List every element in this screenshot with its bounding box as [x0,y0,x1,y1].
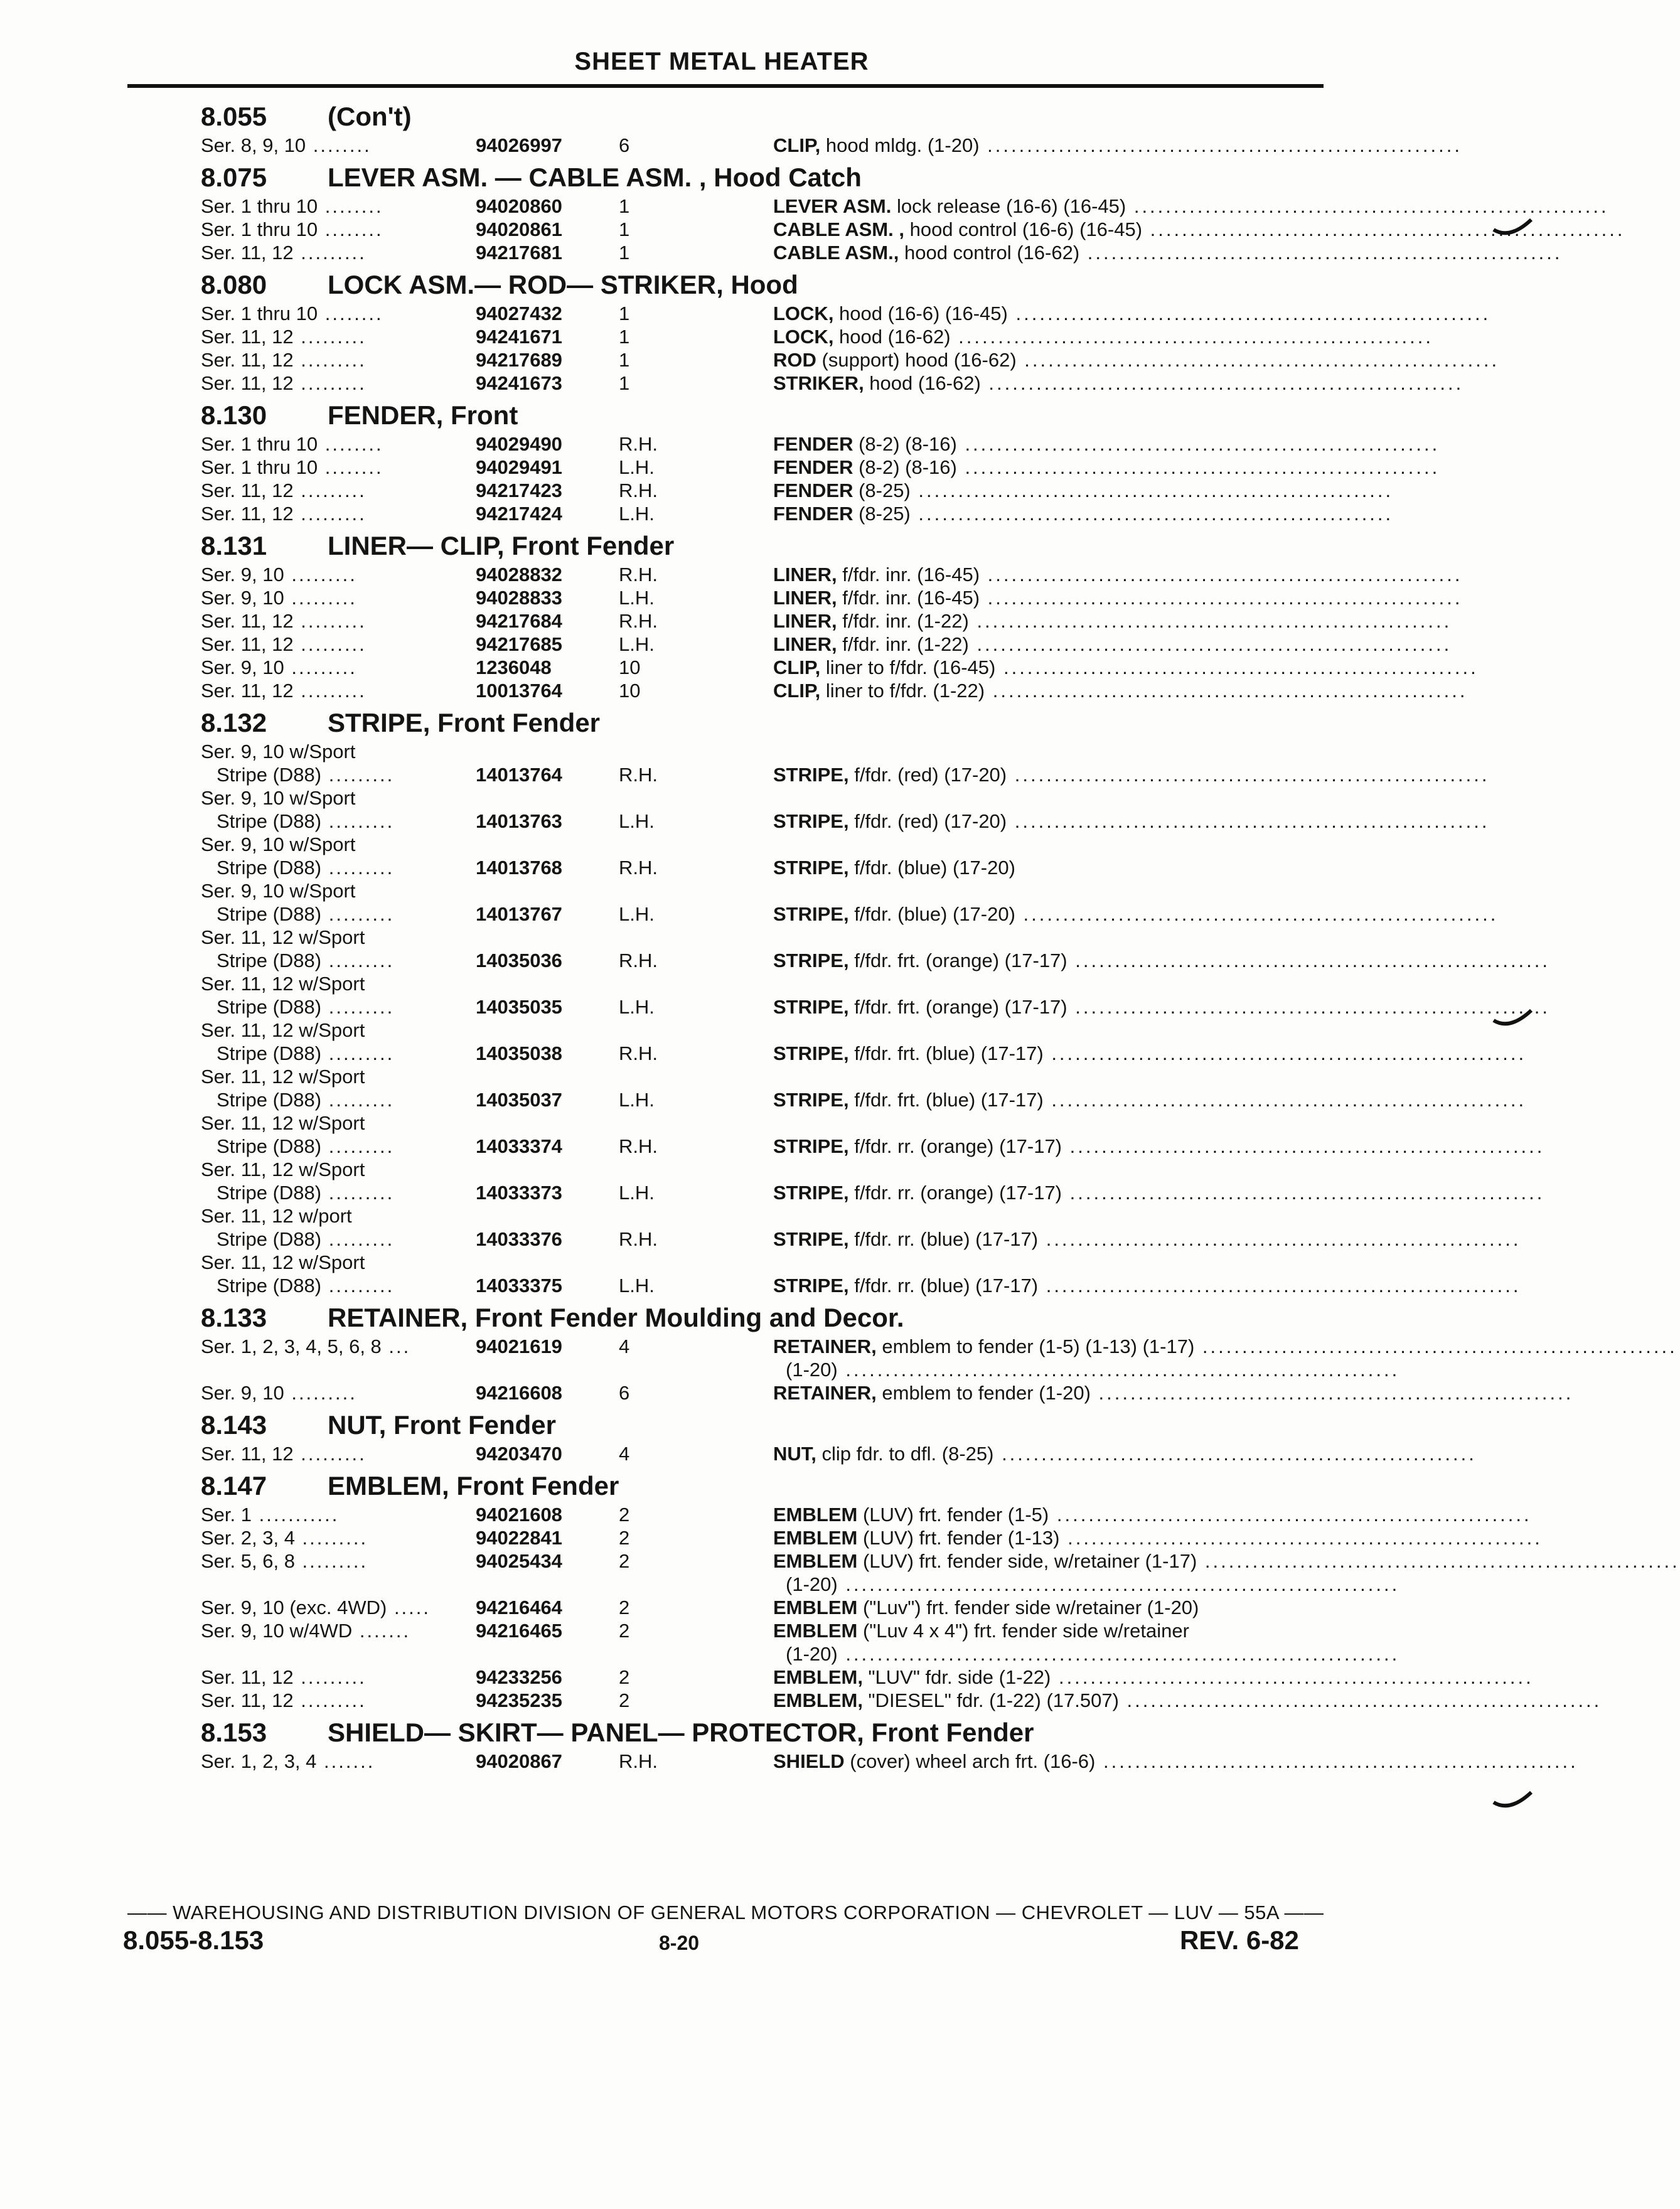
series-label: Stripe (D88) ......... [217,949,395,971]
part-number: 14035038 [476,1042,562,1064]
part-description: EMBLEM, "DIESEL" fdr. (1-22) (17.507) ............................................................ [773,1689,1602,1711]
part-number: 14033375 [476,1275,562,1297]
section-number: 8.143 [201,1410,267,1440]
section-number: 8.147 [201,1471,267,1500]
quantity: R.H. [619,1228,658,1250]
section-title: SHIELD— SKIRT— PANEL— PROTECTOR, Front Fender [328,1718,1034,1747]
section-number: 8.075 [201,163,267,192]
footer-revision: REV. 6-82 [1180,1925,1299,1955]
part-description: EMBLEM, "LUV" fdr. side (1-22) ............................................................ [773,1666,1534,1688]
quantity: R.H. [619,1750,658,1772]
quantity: 2 [619,1550,630,1572]
quantity: 1 [619,372,630,394]
section-title: LEVER ASM. — CABLE ASM. , Hood Catch [328,163,862,192]
series-label: Ser. 11, 12 ......... [201,1666,366,1688]
part-description: ROD (support) hood (16-62) ............................................................ [773,349,1500,371]
quantity: R.H. [619,433,658,455]
series-label: Ser. 11, 12 ......... [201,610,366,632]
section-title: LOCK ASM.— ROD— STRIKER, Hood [328,270,798,299]
series-label: Ser. 5, 6, 8 ......... [201,1550,368,1572]
part-number: 94020867 [476,1750,562,1772]
part-description: STRIPE, f/fdr. rr. (orange) (17-17) ............................................................ [773,1182,1545,1204]
series-label: Ser. 11, 12 w/Sport [201,1019,365,1041]
part-description: LINER, f/fdr. inr. (16-45) ............................................................ [773,587,1463,609]
part-number: 94028832 [476,564,562,586]
part-description: STRIPE, f/fdr. frt. (orange) (17-17) ............................................................ [773,949,1551,971]
page-title: SHEET METAL HEATER [574,48,869,75]
series-label: Ser. 9, 10 w/Sport [201,833,356,855]
series-label: Ser. 11, 12 w/port [201,1205,352,1227]
part-number: 94217684 [476,610,562,632]
series-label: Stripe (D88) ......... [217,1089,395,1111]
part-description: LEVER ASM. lock release (16-6) (16-45) ............................................................ [773,195,1609,217]
part-number: 94235235 [476,1689,562,1711]
quantity: L.H. [619,1275,655,1297]
quantity: L.H. [619,903,655,925]
series-label: Ser. 11, 12 ......... [201,503,366,525]
series-label: Stripe (D88) ......... [217,903,395,925]
part-description: STRIPE, f/fdr. (blue) (17-20) [773,857,1015,879]
quantity: 10 [619,656,641,678]
section-title: (Con't) [328,102,412,131]
part-description: RETAINER, emblem to fender (1-5) (1-13) (1-17) ............................................................ [773,1335,1677,1357]
quantity: 6 [619,1382,630,1404]
series-label: Ser. 1, 2, 3, 4, 5, 6, 8 ... [201,1335,411,1357]
series-label: Ser. 11, 12 w/Sport [201,973,365,995]
quantity: R.H. [619,564,658,586]
quantity: L.H. [619,633,655,655]
part-description: STRIPE, f/fdr. rr. (blue) (17-17) ............................................................ [773,1228,1521,1250]
part-number: 14013768 [476,857,562,879]
section-number: 8.131 [201,531,267,560]
part-number: 94029491 [476,456,562,478]
quantity: 1 [619,326,630,348]
quantity: 2 [619,1504,630,1526]
footer-page-number: 8-20 [659,1932,700,1954]
series-label: Stripe (D88) ......... [217,1182,395,1204]
footer-range: 8.055-8.153 [123,1925,264,1955]
part-description-continued: (1-20) ...................................................................... [786,1359,1400,1381]
series-label: Ser. 11, 12 ......... [201,372,366,394]
part-description: STRIPE, f/fdr. rr. (blue) (17-17) ............................................................ [773,1275,1521,1297]
series-label: Ser. 11, 12 w/Sport [201,1066,365,1088]
part-description: FENDER (8-2) (8-16) ............................................................ [773,456,1440,478]
part-number: 94020861 [476,218,562,240]
series-label: Ser. 11, 12 ......... [201,1443,366,1465]
part-description: STRIPE, f/fdr. (blue) (17-20) ............................................................ [773,903,1499,925]
quantity: R.H. [619,857,658,879]
quantity: R.H. [619,610,658,632]
series-label: Ser. 1, 2, 3, 4 ....... [201,1750,375,1772]
part-description: FENDER (8-2) (8-16) ............................................................ [773,433,1440,455]
series-label: Ser. 1 thru 10 ........ [201,302,383,324]
part-number: 94216465 [476,1620,562,1642]
part-number: 94022841 [476,1527,562,1549]
series-label: Ser. 1 thru 10 ........ [201,456,383,478]
part-number: 94021608 [476,1504,562,1526]
quantity: R.H. [619,479,658,501]
part-description: STRIPE, f/fdr. rr. (orange) (17-17) ............................................................ [773,1135,1545,1157]
part-description: EMBLEM (LUV) frt. fender side, w/retainer (1-17) ............................................................ [773,1550,1680,1572]
series-label: Stripe (D88) ......... [217,1042,395,1064]
quantity: 1 [619,195,630,217]
part-number: 14035035 [476,996,562,1018]
part-number: 94020860 [476,195,562,217]
section-number: 8.132 [201,708,267,737]
series-label: Stripe (D88) ......... [217,1275,395,1297]
quantity: R.H. [619,1135,658,1157]
series-label: Ser. 1 ........... [201,1504,340,1526]
section-number: 8.130 [201,400,267,430]
part-description: EMBLEM (LUV) frt. fender (1-13) ............................................................ [773,1527,1543,1549]
quantity: L.H. [619,456,655,478]
quantity: 2 [619,1527,630,1549]
series-label: Ser. 9, 10 w/4WD ....... [201,1620,411,1642]
series-label: Ser. 11, 12 w/Sport [201,1112,365,1134]
quantity: L.H. [619,1182,655,1204]
section-number: 8.080 [201,270,267,299]
series-label: Stripe (D88) ......... [217,810,395,832]
quantity: 2 [619,1597,630,1618]
quantity: 4 [619,1443,630,1465]
series-label: Ser. 11, 12 ......... [201,1689,366,1711]
quantity: 1 [619,218,630,240]
series-label: Stripe (D88) ......... [217,764,395,786]
part-number: 94027432 [476,302,562,324]
series-label: Ser. 11, 12 ......... [201,326,366,348]
part-number: 94241673 [476,372,562,394]
part-description: EMBLEM ("Luv 4 x 4") frt. fender side w/retainer [773,1620,1189,1642]
quantity: R.H. [619,764,658,786]
series-label: Ser. 2, 3, 4 ......... [201,1527,368,1549]
part-description: CLIP, hood mldg. (1-20) ............................................................ [773,134,1462,156]
series-label: Ser. 11, 12 ......... [201,633,366,655]
quantity: 2 [619,1666,630,1688]
part-number: 14035037 [476,1089,562,1111]
series-label: Ser. 8, 9, 10 ........ [201,134,372,156]
part-description: LOCK, hood (16-6) (16-45) ............................................................ [773,302,1491,324]
quantity: 1 [619,302,630,324]
part-description-continued: (1-20) ...................................................................... [786,1643,1400,1665]
quantity: R.H. [619,949,658,971]
quantity: L.H. [619,587,655,609]
section-title: FENDER, Front [328,400,518,430]
part-description: STRIPE, f/fdr. frt. (blue) (17-17) ............................................................ [773,1089,1527,1111]
section-number: 8.153 [201,1718,267,1747]
part-description: CLIP, liner to f/fdr. (1-22) ............................................................ [773,680,1468,702]
series-label: Stripe (D88) ......... [217,1135,395,1157]
series-label: Ser. 11, 12 ......... [201,242,366,264]
series-label: Ser. 1 thru 10 ........ [201,433,383,455]
series-label: Ser. 9, 10 ......... [201,587,357,609]
quantity: 2 [619,1620,630,1642]
series-label: Ser. 11, 12 w/Sport [201,1158,365,1180]
part-number: 94203470 [476,1443,562,1465]
part-description: LINER, f/fdr. inr. (16-45) ............................................................ [773,564,1463,586]
part-description: FENDER (8-25) ............................................................ [773,479,1394,501]
part-description: STRIKER, hood (16-62) ............................................................ [773,372,1464,394]
section-number: 8.055 [201,102,267,131]
part-number: 1236048 [476,656,552,678]
section-title: LINER— CLIP, Front Fender [328,531,675,560]
series-label: Ser. 9, 10 (exc. 4WD) ..... [201,1597,431,1618]
part-number: 94025434 [476,1550,562,1572]
quantity: R.H. [619,1042,658,1064]
part-number: 94217681 [476,242,562,264]
quantity: 4 [619,1335,630,1357]
part-number: 94216608 [476,1382,562,1404]
footer-division-line: —— WAREHOUSING AND DISTRIBUTION DIVISION OF GENERAL MOTORS CORPORATION — CHEVROLET — LUV — 55A —— [127,1901,1324,1923]
series-label: Ser. 11, 12 ......... [201,680,366,702]
part-number: 94217685 [476,633,562,655]
series-label: Ser. 1 thru 10 ........ [201,218,383,240]
part-description: EMBLEM ("Luv") frt. fender side w/retainer (1-20) [773,1597,1199,1618]
part-description: EMBLEM (LUV) frt. fender (1-5) ............................................................ [773,1504,1532,1526]
part-number: 14013767 [476,903,562,925]
part-number: 94217689 [476,349,562,371]
checkmark-icon [1491,216,1535,241]
series-label: Ser. 9, 10 w/Sport [201,880,356,902]
quantity: 2 [619,1689,630,1711]
part-description: LINER, f/fdr. inr. (1-22) ............................................................ [773,633,1452,655]
checkmark-icon [1491,1789,1535,1814]
series-label: Stripe (D88) ......... [217,996,395,1018]
section-number: 8.133 [201,1303,267,1332]
part-description: STRIPE, f/fdr. frt. (orange) (17-17) ............................................................ [773,996,1551,1018]
series-label: Stripe (D88) ......... [217,857,395,879]
part-number: 94028833 [476,587,562,609]
part-description: NUT, clip fdr. to dfl. (8-25) ............................................................ [773,1443,1477,1465]
part-description: STRIPE, f/fdr. (red) (17-20) ............................................................ [773,764,1490,786]
quantity: L.H. [619,810,655,832]
series-label: Ser. 9, 10 ......... [201,656,357,678]
header-rule [127,84,1324,88]
part-number: 94233256 [476,1666,562,1688]
part-number: 14033373 [476,1182,562,1204]
series-label: Ser. 11, 12 ......... [201,479,366,501]
quantity: L.H. [619,1089,655,1111]
part-description: SHIELD (cover) wheel arch frt. (16-6) ............................................................ [773,1750,1578,1772]
part-number: 94021619 [476,1335,562,1357]
part-number: 94241671 [476,326,562,348]
series-label: Ser. 9, 10 w/Sport [201,741,356,762]
quantity: L.H. [619,996,655,1018]
series-label: Ser. 11, 12 w/Sport [201,926,365,948]
part-number: 14033376 [476,1228,562,1250]
part-number: 94216464 [476,1597,562,1618]
part-description: LOCK, hood (16-62) ............................................................ [773,326,1433,348]
part-number: 14035036 [476,949,562,971]
section-title: STRIPE, Front Fender [328,708,601,737]
part-description: CABLE ASM. , hood control (16-6) (16-45) ............................................................ [773,218,1625,240]
part-number: 10013764 [476,680,562,702]
part-description-continued: (1-20) ...................................................................... [786,1573,1400,1595]
quantity: 10 [619,680,641,702]
part-number: 14013764 [476,764,562,786]
quantity: 6 [619,134,630,156]
series-label: Ser. 11, 12 w/Sport [201,1251,365,1273]
series-label: Ser. 9, 10 ......... [201,1382,357,1404]
series-label: Ser. 9, 10 ......... [201,564,357,586]
quantity: 1 [619,349,630,371]
part-description: FENDER (8-25) ............................................................ [773,503,1394,525]
quantity: L.H. [619,503,655,525]
series-label: Stripe (D88) ......... [217,1228,395,1250]
section-title: RETAINER, Front Fender Moulding and Decor. [328,1303,904,1332]
part-number: 94026997 [476,134,562,156]
part-description: STRIPE, f/fdr. (red) (17-20) ............................................................ [773,810,1490,832]
part-number: 94217423 [476,479,562,501]
part-description: STRIPE, f/fdr. frt. (blue) (17-17) ............................................................ [773,1042,1527,1064]
part-description: LINER, f/fdr. inr. (1-22) ............................................................ [773,610,1452,632]
part-number: 14033374 [476,1135,562,1157]
series-label: Ser. 11, 12 ......... [201,349,366,371]
checkmark-icon [1491,1007,1535,1032]
series-label: Ser. 9, 10 w/Sport [201,787,356,809]
part-number: 94217424 [476,503,562,525]
part-description: CLIP, liner to f/fdr. (16-45) ............................................................ [773,656,1479,678]
section-title: EMBLEM, Front Fender [328,1471,619,1500]
section-title: NUT, Front Fender [328,1410,556,1440]
quantity: 1 [619,242,630,264]
part-description: RETAINER, emblem to fender (1-20) ............................................................ [773,1382,1574,1404]
part-number: 14013763 [476,810,562,832]
part-description: CABLE ASM., hood control (16-62) ............................................................ [773,242,1563,264]
series-label: Ser. 1 thru 10 ........ [201,195,383,217]
part-number: 94029490 [476,433,562,455]
